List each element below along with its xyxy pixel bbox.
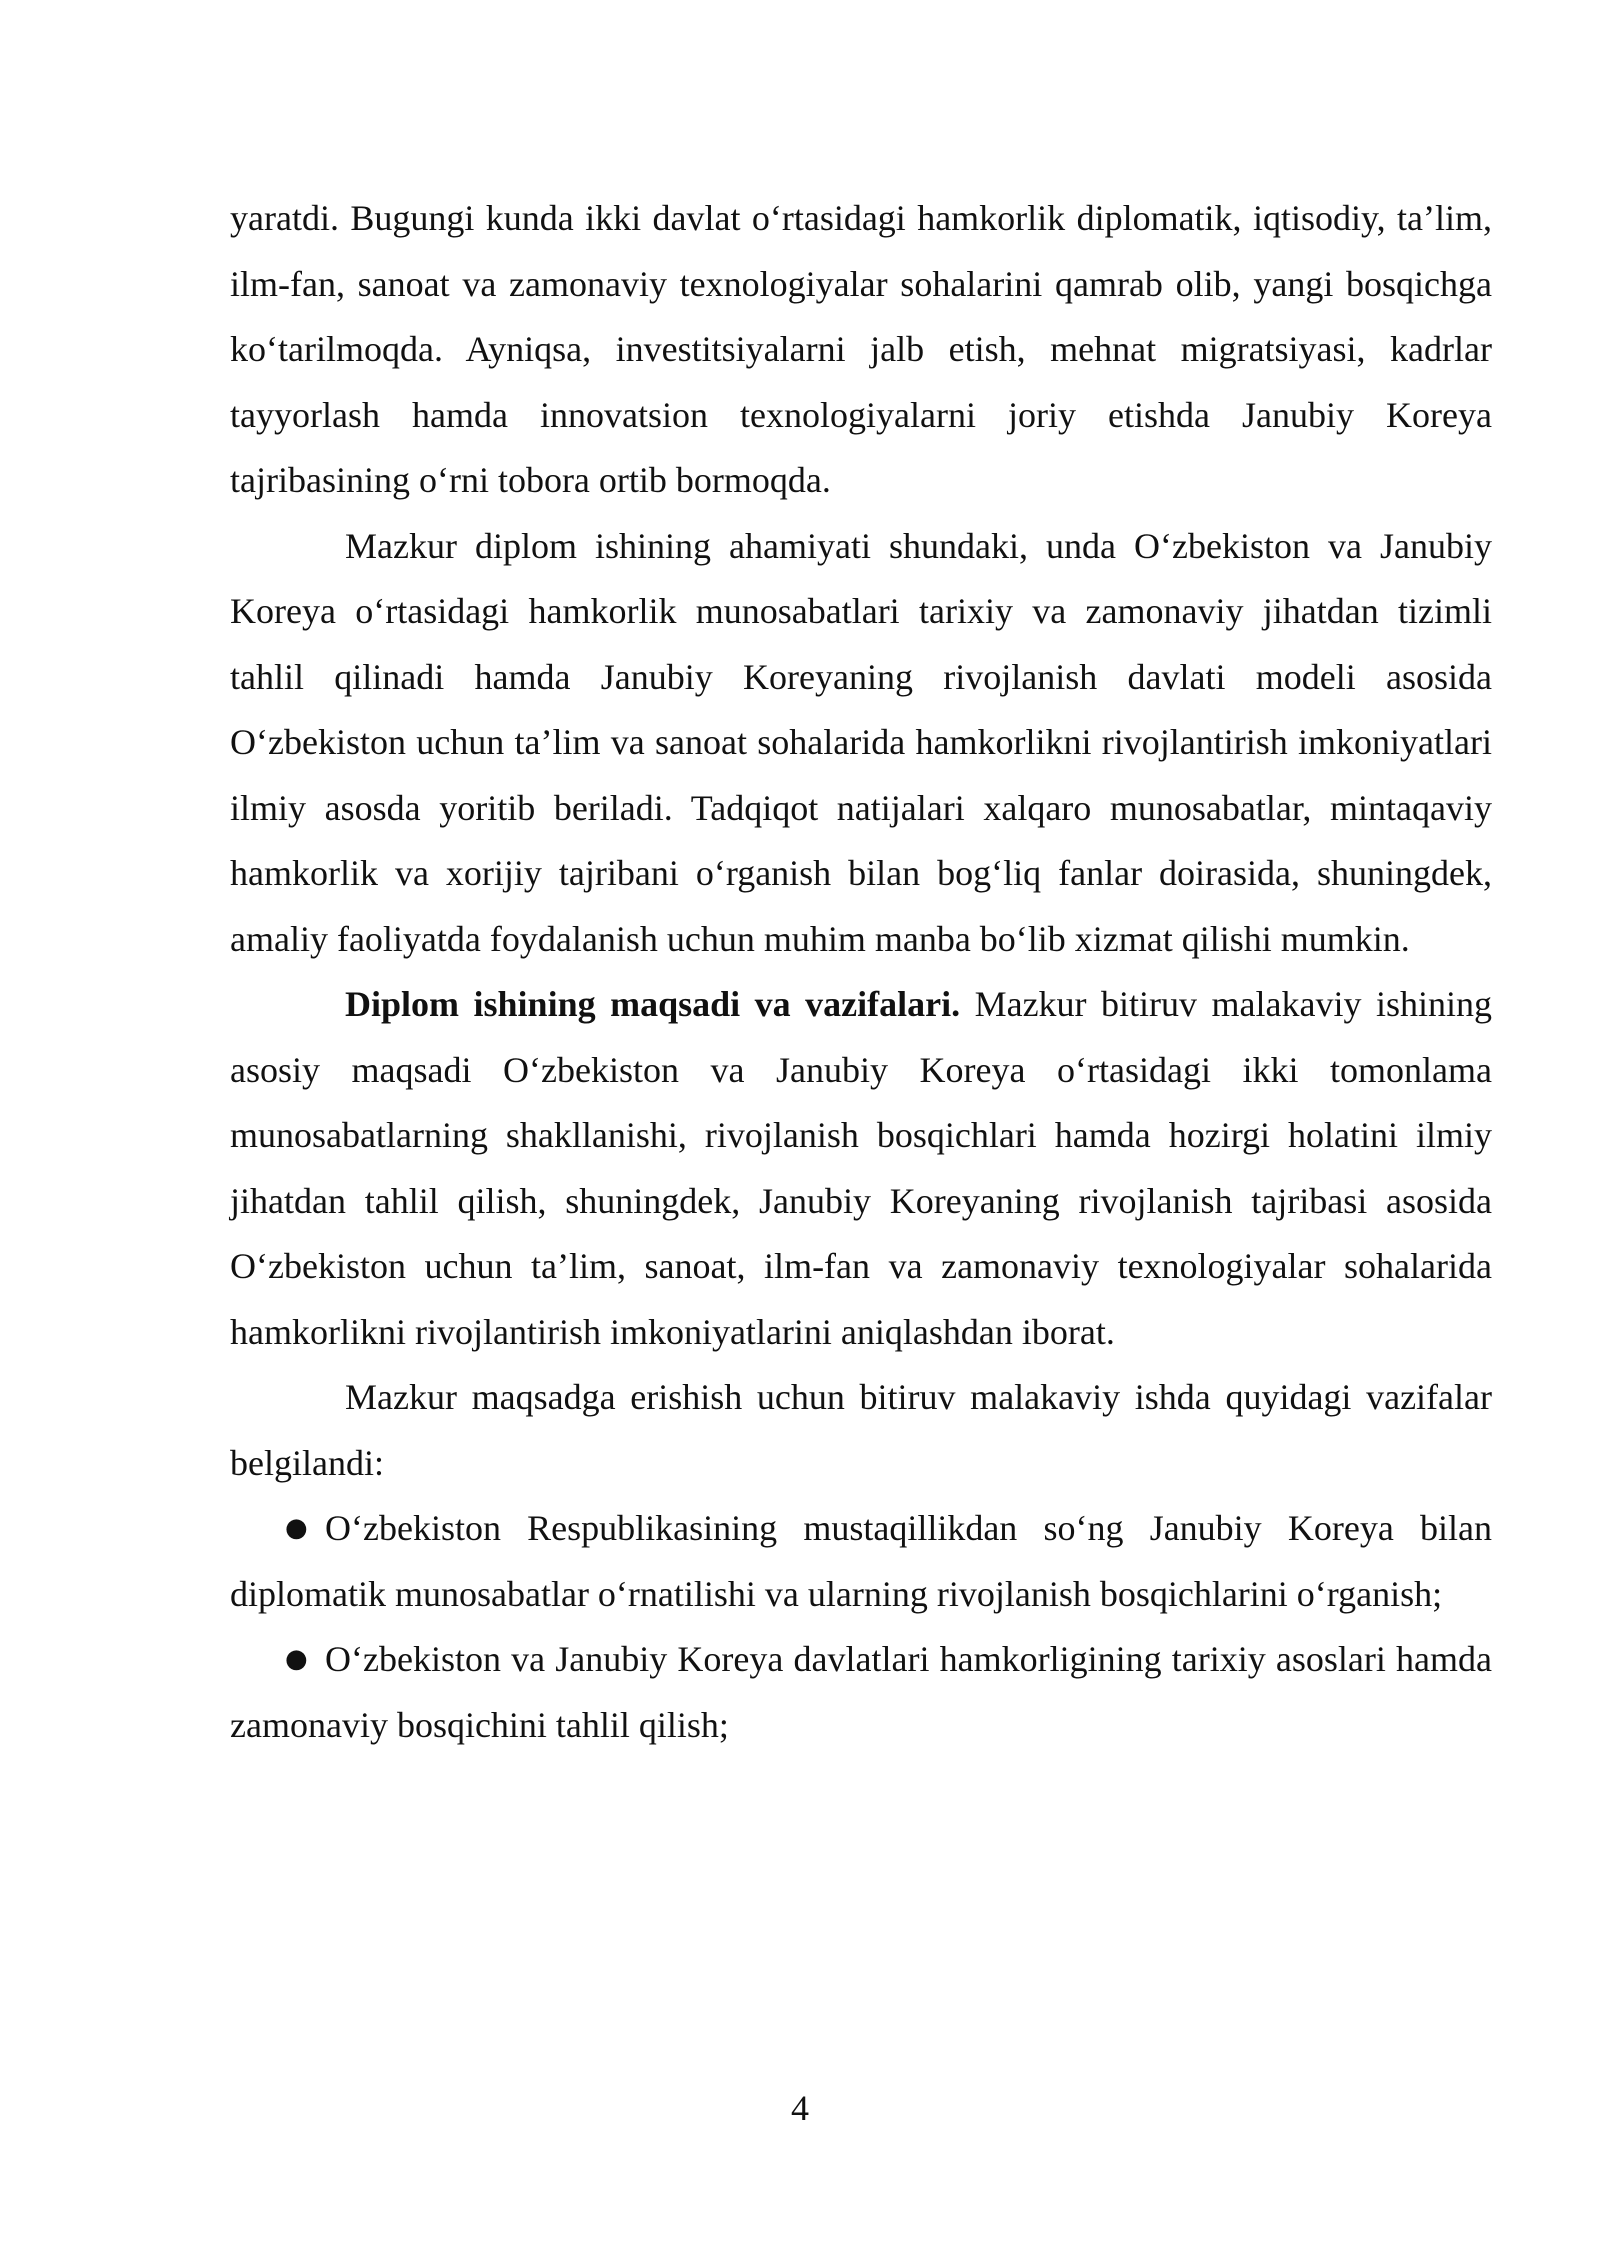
page-number: 4 bbox=[791, 2088, 809, 2128]
bullet-icon: ● bbox=[285, 1644, 308, 1674]
list-item-text: O‘zbekiston Respublikasining mustaqillikdan so‘ng Janubiy Koreya bilan diplomatik munosabatlar o‘rnatilishi va ularning rivojlanish bosqichlarini o‘rganish; bbox=[230, 1508, 1492, 1614]
list-item-text: O‘zbekiston va Janubiy Koreya davlatlari hamkorligining tarixiy asoslari hamda zamonaviy bosqichini tahlil qilish; bbox=[230, 1639, 1492, 1745]
list-item bbox=[230, 1627, 1492, 1758]
paragraph-aim-body: Mazkur bitiruv malakaviy ishining asosiy maqsadi O‘zbekiston va Janubiy Koreya o‘rtasidagi ikki tomonlama munosabatlarning shakllanishi, rivojlanish bosqichlari hamda hozirgi holatini ilmiy jihatdan tahlil qilish, shuningdek, Janubiy Koreyaning rivojlanish tajribasi asosida O‘zbekiston uchun ta’lim, sanoat, ilm-fan va zamonaviy texnologiyalar sohalarida hamkorlikni rivojlantirish imkoniyatlarini aniqlashdan iborat. bbox=[230, 984, 1492, 1352]
task-list bbox=[230, 1496, 1492, 1758]
paragraph-aim bbox=[230, 972, 1492, 1365]
list-item bbox=[230, 1496, 1492, 1627]
paragraph-tasks-intro: Mazkur maqsadga erishish uchun bitiruv malakaviy ishda quyidagi vazifalar belgilandi: bbox=[230, 1377, 1492, 1483]
section-heading-aim-tasks: Diplom ishining maqsadi va vazifalari. bbox=[345, 984, 961, 1024]
bullet-icon: ● bbox=[285, 1513, 308, 1543]
paragraph-significance: Mazkur diplom ishining ahamiyati shundaki, unda O‘zbekiston va Janubiy Koreya o‘rtasidagi hamkorlik munosabatlari tarixiy va zamonaviy jihatdan tizimli tahlil qilinadi hamda Janubiy Koreyaning rivojlanish davlati modeli asosida O‘zbekiston uchun ta’lim va sanoat sohalarida hamkorlikni rivojlantirish imkoniyatlari ilmiy asosda yoritib beriladi. Tadqiqot natijalari xalqaro munosabatlar, mintaqaviy hamkorlik va xorijiy tajribani o‘rganish bilan bog‘liq fanlar doirasida, shuningdek, amaliy faoliyatda foydalanish uchun muhim manba bo‘lib xizmat qilishi mumkin. bbox=[230, 525, 1492, 959]
paragraph-intro-continuation: yaratdi. Bugungi kunda ikki davlat o‘rtasidagi hamkorlik diplomatik, iqtisodiy, ta’lim, ilm-fan, sanoat va zamonaviy texnologiyalar sohalarini qamrab olib, yangi bosqichga ko‘tarilmoqda. Ayniqsa, investitsiyalarni jalb etish, mehnat migratsiyasi, kadrlar tayyorlash hamda innovatsion texnologiyalarni joriy etishda Janubiy Koreya tajribasining o‘rni tobora ortib bormoqda. bbox=[230, 198, 1492, 500]
page-body bbox=[230, 186, 1492, 1758]
